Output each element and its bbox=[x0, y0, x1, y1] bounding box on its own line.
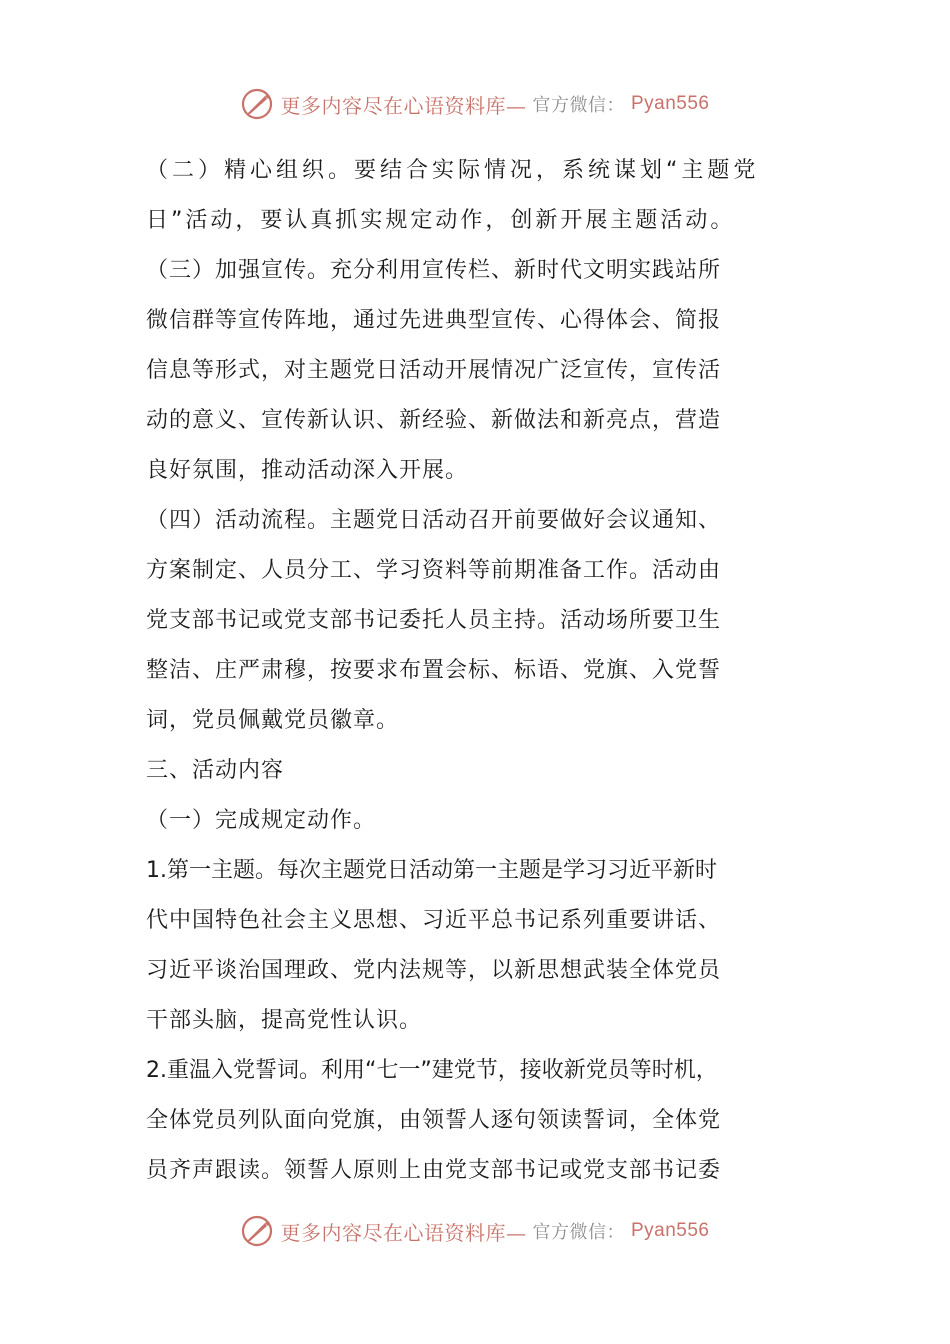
text-line: 词，党员佩戴党员徽章。 bbox=[146, 708, 400, 733]
text-line: 信息等形式，对主题党日活动开展情况广泛宣传，宣传活 bbox=[146, 358, 722, 383]
text-line: （四）活动流程。主题党日活动召开前要做好会议通知、 bbox=[146, 508, 722, 533]
text-line: 干部头脑，提高党性认识。 bbox=[146, 1008, 423, 1033]
document-body bbox=[146, 146, 806, 1196]
watermark-main-text: 更多内容尽在心语资料库— bbox=[280, 1220, 527, 1245]
text-line: （三）加强宣传。充分利用宣传栏、新时代文明实践站所 bbox=[146, 258, 722, 283]
text-line: 员齐声跟读。领誓人原则上由党支部书记或党支部书记委 bbox=[146, 1158, 722, 1183]
text-line: 动的意义、宣传新认识、新经验、新做法和新亮点，营造 bbox=[146, 408, 722, 433]
quill-logo-icon bbox=[240, 87, 274, 121]
text-line: 整洁、庄严肃穆，按要求布置会标、标语、党旗、入党誓 bbox=[146, 658, 722, 683]
text-line: （二）精心组织。要结合实际情况，系统谋划“主题党 bbox=[146, 158, 760, 183]
watermark-wechat-id: Pyan556 bbox=[630, 1220, 710, 1241]
text-line: 习近平谈治国理政、党内法规等，以新思想武装全体党员 bbox=[146, 958, 722, 983]
text-line: 全体党员列队面向党旗，由领誓人逐句领读誓词，全体党 bbox=[146, 1108, 722, 1133]
watermark-sub-text: 官方微信： bbox=[532, 95, 625, 116]
footer-watermark bbox=[0, 1211, 950, 1251]
text-line: 2.重温入党誓词。利用“七一”建党节，接收新党员等时机， bbox=[146, 1058, 718, 1083]
section-heading: 三、活动内容 bbox=[146, 758, 285, 783]
text-line: 代中国特色社会主义思想、习近平总书记系列重要讲话、 bbox=[146, 908, 722, 933]
text-line: 1.第一主题。每次主题党日活动第一主题是学习习近平新时 bbox=[146, 858, 717, 883]
text-line: 方案制定、人员分工、学习资料等前期准备工作。活动由 bbox=[146, 558, 722, 583]
text-line: 良好氛围，推动活动深入开展。 bbox=[146, 458, 469, 483]
watermark-wechat-id: Pyan556 bbox=[630, 93, 710, 114]
quill-logo-icon bbox=[240, 1214, 274, 1248]
text-line: 日”活动，要认真抓实规定动作，创新开展主题活动。 bbox=[146, 208, 736, 233]
watermark-main-text: 更多内容尽在心语资料库— bbox=[280, 93, 527, 118]
subsection-heading: （一）完成规定动作。 bbox=[146, 808, 377, 833]
text-line: 党支部书记或党支部书记委托人员主持。活动场所要卫生 bbox=[146, 608, 722, 633]
header-watermark bbox=[0, 84, 950, 124]
text-line: 微信群等宣传阵地，通过先进典型宣传、心得体会、简报 bbox=[146, 308, 722, 333]
watermark-sub-text: 官方微信： bbox=[532, 1222, 625, 1243]
